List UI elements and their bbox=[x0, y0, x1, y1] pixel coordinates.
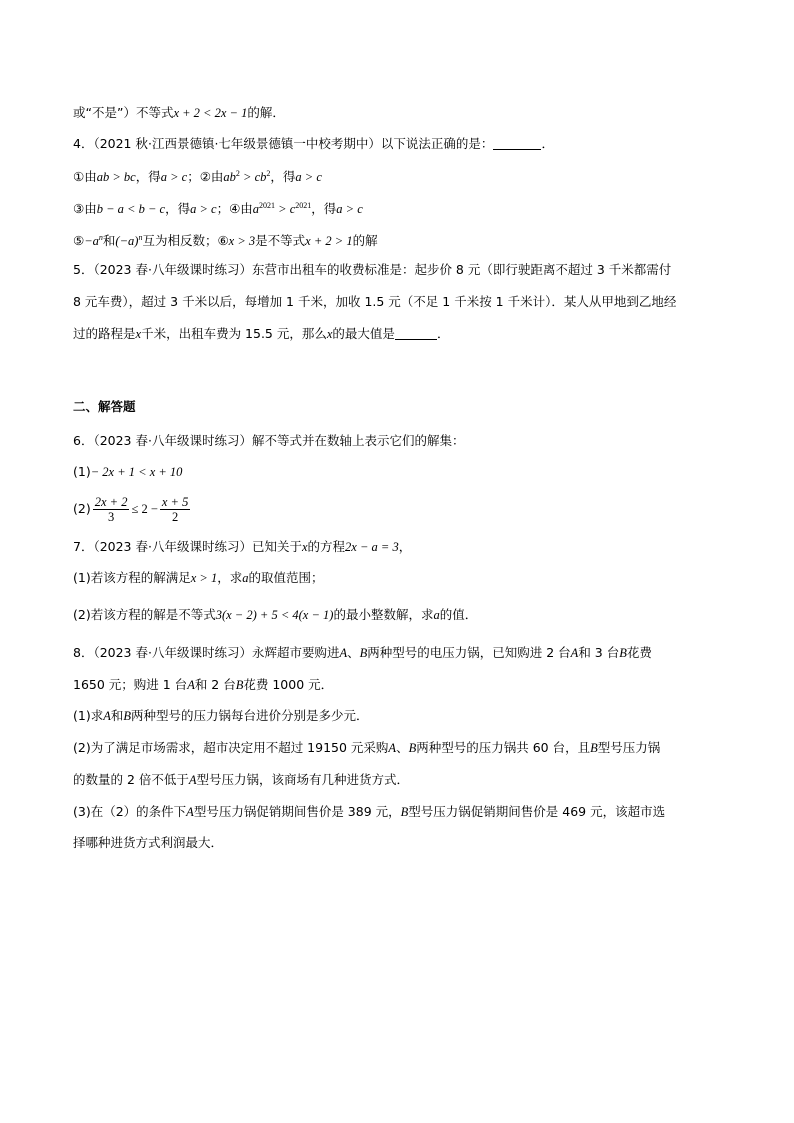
text: 的值． bbox=[439, 607, 478, 622]
fraction bbox=[93, 495, 130, 524]
math: A bbox=[103, 709, 111, 723]
denominator: 2 bbox=[171, 510, 179, 524]
text: 1650 元；购进 1 台 bbox=[73, 677, 188, 692]
line-q3-tail bbox=[73, 105, 285, 121]
math-inequality: x + 2 < 2x − 1 bbox=[173, 106, 248, 120]
text: 是不等式 bbox=[255, 233, 306, 248]
question-text: 4．（2021 秋·江西景德镇·七年级景德镇一中校考期中）以下说法正确的是： bbox=[73, 136, 494, 151]
part-number: (2) bbox=[73, 501, 91, 516]
text: 8．（2023 春·八年级课时练习）永辉超市要购进 bbox=[73, 645, 340, 660]
question-6: 6．（2023 春·八年级课时练习）解不等式并在数轴上表示它们的解集： bbox=[73, 433, 465, 448]
section-heading: 二、解答题 bbox=[73, 399, 136, 414]
text: 的取值范围； bbox=[248, 570, 324, 585]
question-7 bbox=[73, 539, 411, 555]
text: (2)若该方程的解是不等式 bbox=[73, 607, 216, 622]
math: A bbox=[570, 646, 579, 660]
question-8-part-3-line-1 bbox=[73, 804, 665, 820]
text: 或“不是”）不等式 bbox=[73, 105, 174, 120]
math: x > 1 bbox=[190, 571, 218, 585]
text: 型号压力锅促销期间售价是 389 元， bbox=[193, 804, 401, 819]
text: 花费 bbox=[626, 645, 652, 660]
math: 3(x − 2) + 5 < 4(x − 1) bbox=[215, 608, 334, 622]
question-7-part-1 bbox=[73, 570, 323, 586]
text: 7．（2023 春·八年级课时练习）已知关于 bbox=[73, 539, 302, 554]
text: 、 bbox=[347, 645, 360, 660]
question-8-part-1 bbox=[73, 708, 369, 724]
exponent: 2 bbox=[235, 169, 240, 178]
math: a > c bbox=[160, 170, 188, 184]
math: A bbox=[186, 805, 194, 819]
text: 的解． bbox=[247, 105, 285, 120]
text: ⑤ bbox=[73, 233, 85, 248]
text: 互为相反数；⑥ bbox=[142, 233, 229, 248]
text: (1)求 bbox=[73, 708, 104, 723]
question-8-part-3-line-2: 择哪种进货方式利润最大． bbox=[73, 835, 224, 850]
math: a > c bbox=[295, 170, 322, 184]
text: 型号压力锅 bbox=[597, 740, 661, 755]
math: B bbox=[619, 646, 627, 660]
math: B bbox=[359, 646, 368, 660]
text: ，得 bbox=[165, 201, 191, 216]
math: A bbox=[339, 646, 348, 660]
question-8-part-2-line-2 bbox=[73, 772, 409, 788]
math: > cb bbox=[239, 170, 267, 184]
question-8-part-2-line-1 bbox=[73, 740, 660, 756]
math-inequality: − 2x + 1 < x + 10 bbox=[90, 465, 183, 479]
math: > c bbox=[275, 202, 296, 216]
math: x bbox=[301, 540, 308, 554]
answer-blank[interactable] bbox=[493, 137, 541, 150]
math: B bbox=[235, 678, 244, 692]
text: 和 bbox=[102, 233, 116, 248]
math: x > 3 bbox=[228, 234, 256, 248]
question-6-part-1 bbox=[73, 464, 182, 480]
text: ，得 bbox=[135, 169, 161, 184]
fraction bbox=[160, 495, 190, 524]
text: (2)为了满足市场需求，超市决定用不超过 19150 元采购 bbox=[73, 740, 389, 755]
numerator: 2x + 2 bbox=[94, 495, 128, 509]
text: ③由 bbox=[73, 201, 97, 216]
text: ． bbox=[541, 136, 554, 151]
question-5-line-3 bbox=[73, 326, 449, 342]
part-number: (1) bbox=[73, 464, 91, 479]
text: ，得 bbox=[311, 201, 337, 216]
text: 的解 bbox=[352, 233, 378, 248]
text: 两种型号的压力锅每台进价分别是多少元． bbox=[131, 708, 369, 723]
text: 和 bbox=[110, 708, 124, 723]
math-equation: 2x − a = 3 bbox=[345, 540, 399, 554]
text: 过的路程是 bbox=[73, 326, 136, 341]
exponent: 2 bbox=[266, 169, 271, 178]
text: ；④由 bbox=[216, 201, 253, 216]
text: 型号压力锅，该商场有几种进货方式． bbox=[196, 772, 410, 787]
question-8-line-2 bbox=[73, 677, 333, 693]
question-8-line-1 bbox=[73, 645, 652, 661]
math: a bbox=[252, 202, 260, 216]
text: (3)在（2）的条件下 bbox=[73, 804, 187, 819]
text: 和 2 台 bbox=[194, 677, 236, 692]
text: ，求 bbox=[217, 570, 243, 585]
math: x bbox=[326, 327, 333, 341]
text: 和 3 台 bbox=[578, 645, 620, 660]
math: ≤ 2 − bbox=[131, 502, 158, 516]
math: −a bbox=[84, 234, 99, 248]
text: 型号压力锅促销期间售价是 469 元，该超市选 bbox=[408, 804, 666, 819]
answer-blank[interactable] bbox=[395, 327, 437, 340]
math: a > c bbox=[190, 202, 217, 216]
math: a bbox=[433, 608, 440, 622]
math: B bbox=[400, 805, 409, 819]
options-3-4 bbox=[73, 198, 363, 217]
text: 的最小整数解，求 bbox=[333, 607, 434, 622]
math: x + 2 > 1 bbox=[305, 234, 353, 248]
math: ab > bc bbox=[96, 170, 136, 184]
question-6-part-2 bbox=[73, 492, 192, 526]
denominator: 3 bbox=[107, 510, 115, 524]
text: 、 bbox=[396, 740, 409, 755]
text: 花费 1000 元． bbox=[243, 677, 334, 692]
math: A bbox=[388, 741, 397, 755]
question-5-line-2: 8 元车费），超过 3 千米以后，每增加 1 千米，加收 1.5 元（不足 1 千米按 1 千米计）．某人从甲地到乙地经 bbox=[73, 294, 677, 309]
exponent: 2021 bbox=[295, 201, 312, 210]
math: a bbox=[242, 571, 249, 585]
question-4 bbox=[73, 136, 554, 152]
math: B bbox=[408, 741, 417, 755]
text: (1)若该方程的解满足 bbox=[73, 570, 191, 585]
text: 的数量的 2 倍不低于 bbox=[73, 772, 189, 787]
text: 的最大值是 bbox=[332, 326, 395, 341]
numerator: x + 5 bbox=[161, 495, 189, 509]
question-5-line-1: 5．（2023 春·八年级课时练习）东营市出租车的收费标准是：起步价 8 元（即行驶距离不超过 3 千米都需付 bbox=[73, 262, 672, 277]
math: a > c bbox=[336, 202, 363, 216]
options-1-2 bbox=[73, 166, 322, 185]
exponent: n bbox=[138, 233, 143, 242]
math: B bbox=[590, 741, 598, 755]
text: ，得 bbox=[270, 169, 296, 184]
text: ． bbox=[436, 326, 450, 341]
text: ， bbox=[398, 539, 412, 554]
text: 两种型号的压力锅共 60 台，且 bbox=[416, 740, 591, 755]
question-7-part-2 bbox=[73, 607, 477, 623]
text: 两种型号的电压力锅，已知购进 2 台 bbox=[367, 645, 571, 660]
text: ；②由 bbox=[187, 169, 224, 184]
exponent: n bbox=[98, 233, 103, 242]
math: (−a) bbox=[115, 234, 139, 248]
math: A bbox=[187, 678, 195, 692]
text: 千米，出租车费为 15.5 元，那么 bbox=[141, 326, 327, 341]
math: ab bbox=[223, 170, 236, 184]
math: B bbox=[123, 709, 132, 723]
text: 的方程 bbox=[307, 539, 346, 554]
exponent: 2021 bbox=[259, 201, 276, 210]
math: A bbox=[188, 773, 197, 787]
math: x bbox=[135, 327, 142, 341]
math: b − a < b − c bbox=[96, 202, 166, 216]
text: ①由 bbox=[73, 169, 97, 184]
options-5-6 bbox=[73, 230, 378, 249]
